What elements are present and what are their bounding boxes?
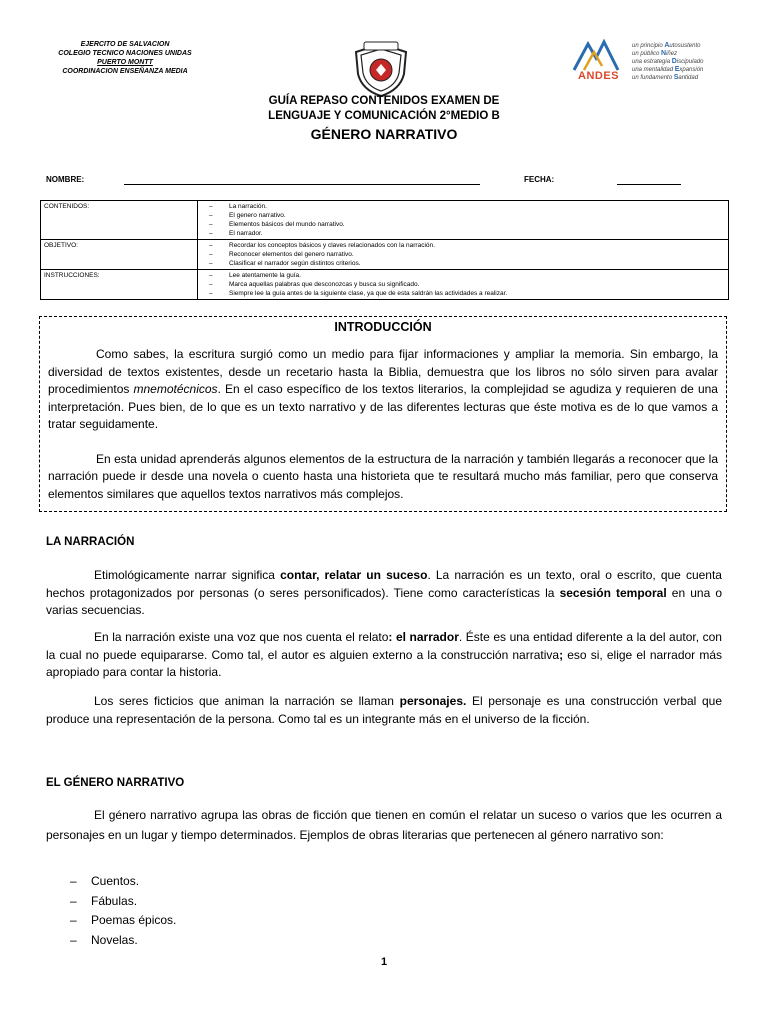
introduction-paragraph-1 <box>48 346 718 434</box>
andes-rest: iscipulado <box>676 59 704 65</box>
andes-letter: A <box>664 42 670 49</box>
list-item: – Clasificar el narrador según distintos criterios. <box>209 259 725 268</box>
andes-pre: un público <box>632 51 660 57</box>
andes-pre: una estrategia <box>632 59 671 65</box>
nombre-field[interactable] <box>124 184 480 185</box>
header-line-1: EJERCITO DE SALVACION <box>80 41 170 48</box>
introduction-heading: INTRODUCCIÓN <box>334 320 432 334</box>
text: . En el caso específico de los textos literarios, la complejidad se agudiza y requieren de una interpretación. Pues bien, de lo que es un texto narrativo y de las diferentes lecturas que éste motiva es de lo que vamos a tratar seguidamente. <box>48 382 718 431</box>
narracion-paragraph-1 <box>46 567 722 620</box>
andes-pre: una mentalidad <box>632 67 674 73</box>
text-bold: secesión temporal <box>559 585 667 600</box>
table-row <box>41 240 729 270</box>
list-item: – El narrador. <box>209 229 725 238</box>
text: El personaje es una construcción verbal que produce una representación de la persona. Como tal es un integrante más en el universo de la ficción. <box>46 694 722 726</box>
andes-brand: ANDES <box>578 70 620 82</box>
section-heading-narracion: LA NARRACIÓN <box>46 536 135 548</box>
fecha-field[interactable] <box>617 184 681 185</box>
andes-rest: xpansión <box>679 67 704 73</box>
guide-title-main: GÉNERO NARRATIVO <box>310 126 458 142</box>
instrucciones-list <box>198 270 729 300</box>
introduction-paragraph-2: En esta unidad aprenderás algunos elementos de la estructura de la narración y también llegarás a reconocer que la narración puede ir desde una novela o cuento hasta una historieta que te resultará mucho más familiar, pero que conserva elementos similares que aquellos textos narrativos más complejos. <box>48 451 718 501</box>
text-emphasis: mnemotécnicos <box>133 382 218 396</box>
guide-info-table <box>40 200 729 300</box>
objetivo-list <box>198 240 729 270</box>
school-header <box>50 40 200 76</box>
page-number: 1 <box>380 956 388 968</box>
genero-examples-list <box>70 872 176 950</box>
text: Los seres ficticios que animan la narración se llaman <box>94 694 400 708</box>
list-item: – Poemas épicos. <box>70 911 176 931</box>
list-item: – Reconocer elementos del genero narrativo. <box>209 250 725 259</box>
andes-rest: utosustento <box>669 43 701 49</box>
andes-pre: un fundamento <box>632 75 673 81</box>
nombre-label: NOMBRE: <box>46 175 85 184</box>
guide-title-line-1: GUÍA REPASO CONTENIDOS EXAMEN DE <box>268 95 500 107</box>
list-item: – Cuentos. <box>70 872 176 892</box>
list-item: – Recordar los conceptos básicos y claves relacionados con la narración. <box>209 241 725 250</box>
fecha-label: FECHA: <box>524 175 555 184</box>
introduction-box <box>39 316 727 512</box>
text: Etimológicamente narrar significa <box>94 568 281 582</box>
objetivo-label: OBJETIVO: <box>41 240 198 270</box>
text: eso si, elige el narrador más apropiado para contar la historia. <box>46 647 722 679</box>
andes-letter: S <box>673 74 679 81</box>
list-item: – La narración. <box>209 202 725 211</box>
list-item: – Fábulas. <box>70 892 176 912</box>
list-item: – Siempre lee la guía antes de la siguiente clase, ya que de esta saldrán las actividades a realizar. <box>209 289 725 298</box>
list-item: – Lee atentamente la guía. <box>209 271 725 280</box>
header-line-4: COORDINACION ENSEÑANZA MEDIA <box>62 68 188 75</box>
text: . La narración es un texto, oral o escrito, que cuenta hechos protagonizados por personas (o seres personificados). Tiene como características la <box>46 568 722 600</box>
header-line-3: PUERTO MONTT <box>97 59 153 66</box>
contenidos-list <box>198 201 729 240</box>
narracion-paragraph-2 <box>46 629 722 682</box>
andes-rest: iñez <box>666 51 678 57</box>
andes-letter: E <box>674 66 680 73</box>
andes-letter: N <box>661 50 667 57</box>
text-bold: contar, relatar un suceso <box>280 568 428 582</box>
table-row <box>41 201 729 240</box>
andes-letter: D <box>671 58 677 65</box>
list-item: – El genero narrativo. <box>209 211 725 220</box>
header-line-2: COLEGIO TECNICO NACIONES UNIDAS <box>58 50 192 57</box>
instrucciones-label: INSTRUCCIONES: <box>41 270 198 300</box>
text: En la narración existe una voz que nos cuenta el relato <box>94 630 389 644</box>
andes-logo <box>572 38 712 88</box>
list-item: – Elementos básicos del mundo narrativo. <box>209 220 725 229</box>
section-heading-genero: EL GÉNERO NARRATIVO <box>46 777 185 789</box>
list-item: – Marca aquellas palabras que desconozcas y busca su significado. <box>209 280 725 289</box>
text-bold: ; <box>559 647 564 662</box>
text: en una o varias secuencias. <box>46 585 723 617</box>
andes-rest: antidad <box>678 75 699 81</box>
contenidos-label: CONTENIDOS: <box>41 201 198 240</box>
andes-pre: un principio <box>632 43 663 49</box>
text-bold: personajes. <box>399 694 467 708</box>
text: . Éste es una entidad diferente a la del autor, con la cual no puede equipararse. Como tal, el autor es alguien externo a la construcción narrativa <box>46 630 722 662</box>
table-row <box>41 270 729 300</box>
text: Como sabes, la escritura surgió como un medio para fijar informaciones y ampliar la memoria. Sin embargo, la diversidad de textos existentes, desde un recetario hasta la Biblia, demuestra que los libros no sólo sirven para avalar procedimientos <box>48 347 718 396</box>
school-crest-logo <box>350 40 412 98</box>
narracion-paragraph-3 <box>46 693 722 728</box>
genero-paragraph-1: El género narrativo agrupa las obras de ficción que tienen en común el relatar un suceso o varios que les ocurren a personajes en un lugar y tiempo determinados. Ejemplos de obras literarias que pertenecen al género narrativo son: <box>46 808 722 842</box>
text-bold: : el narrador <box>388 630 459 644</box>
andes-acrostic <box>632 42 703 82</box>
guide-title-line-2: LENGUAJE Y COMUNICACIÓN 2°MEDIO B <box>268 110 500 122</box>
list-item: – Novelas. <box>70 931 176 951</box>
